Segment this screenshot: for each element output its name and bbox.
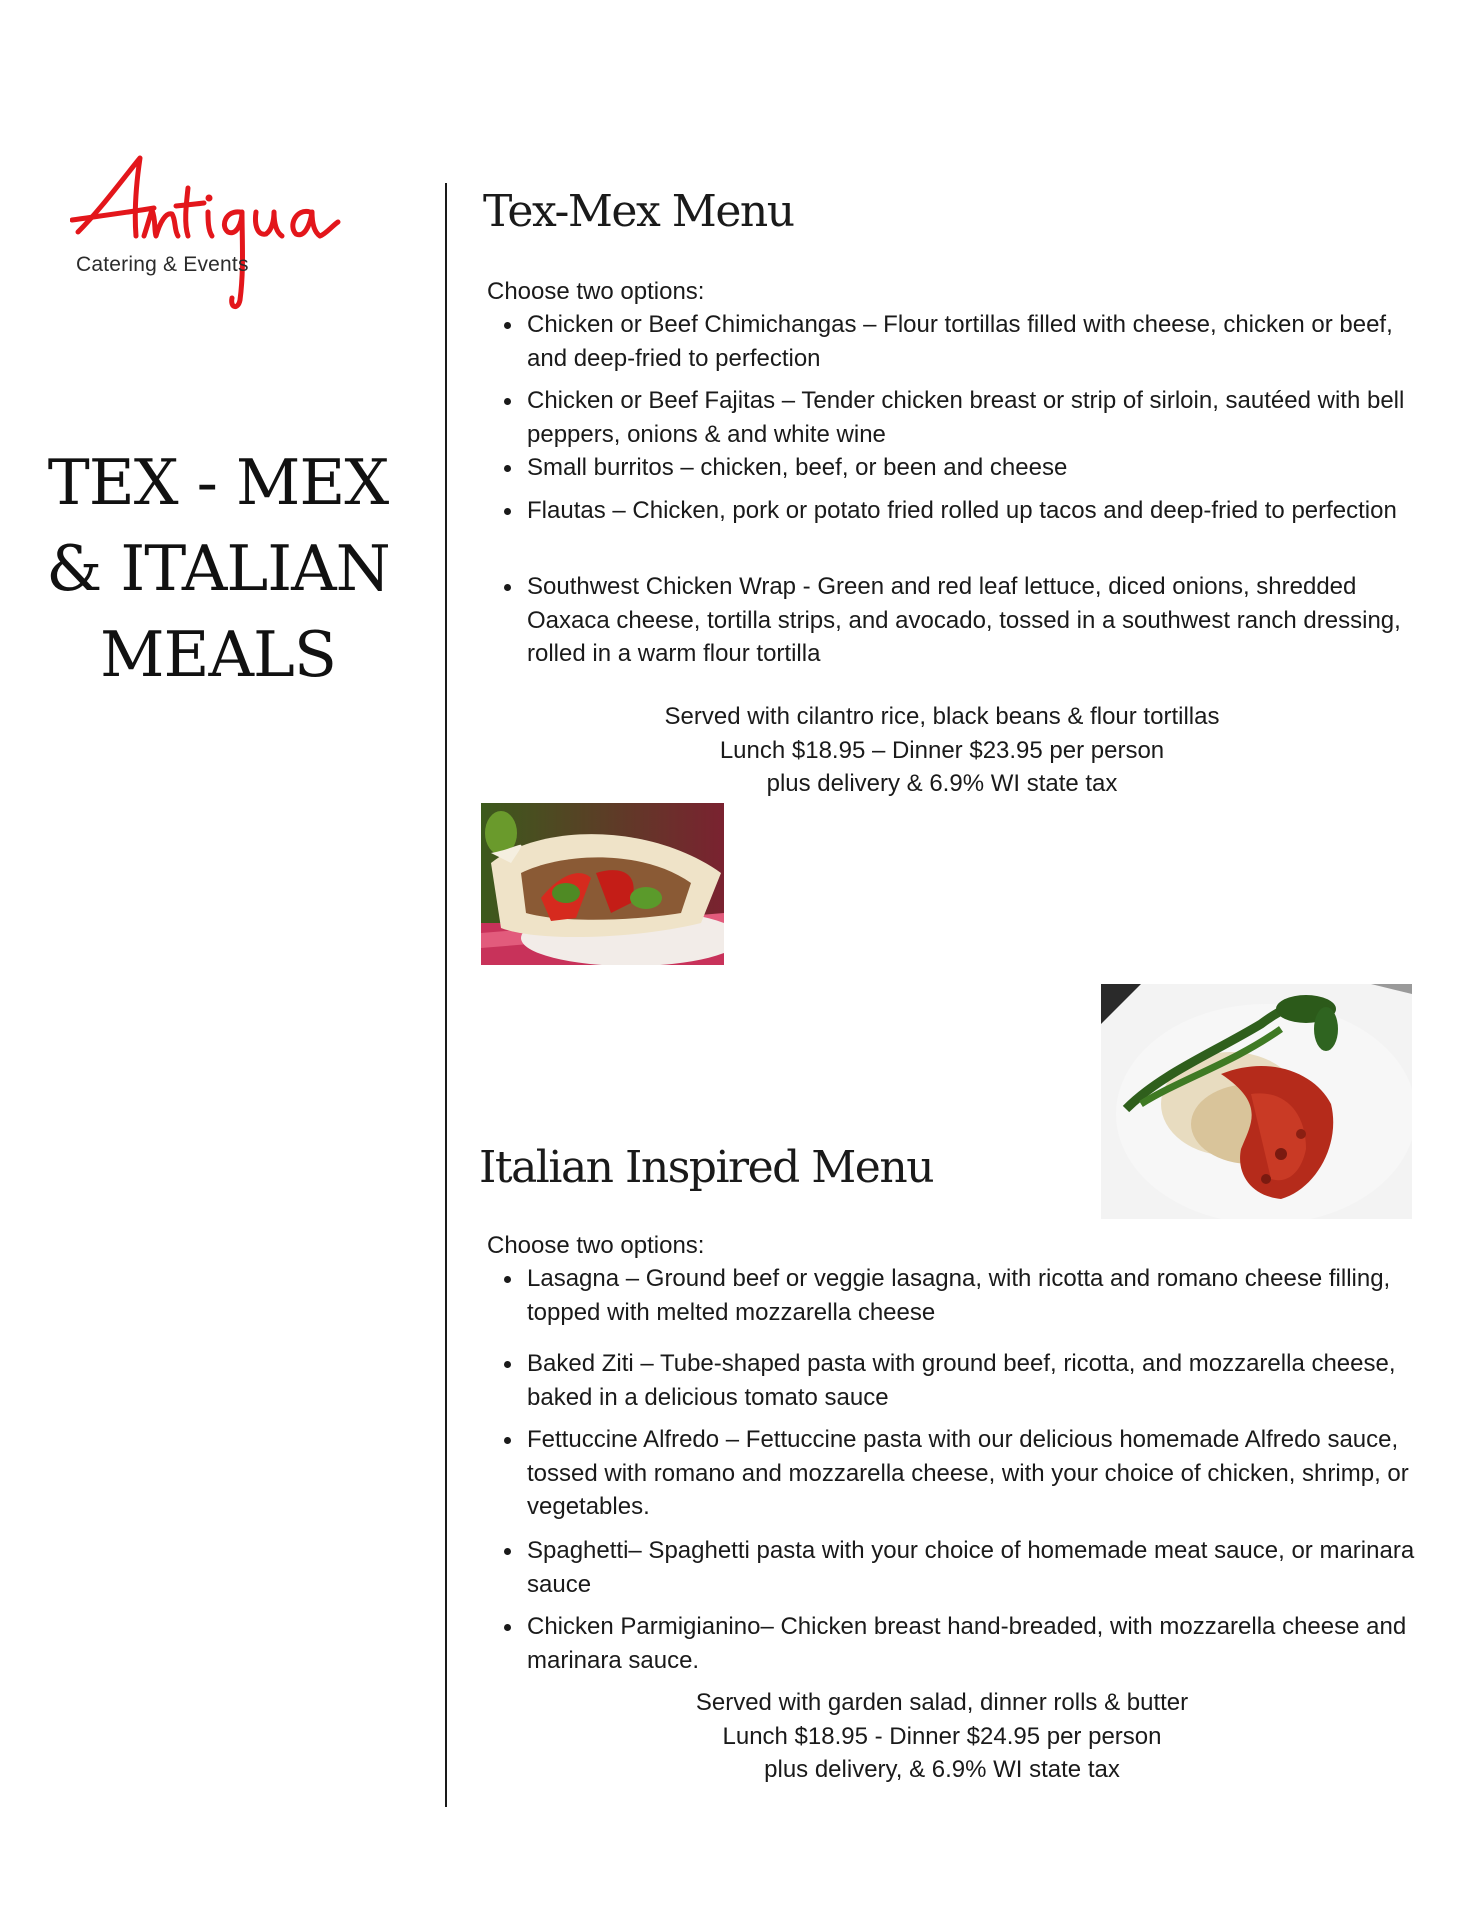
list-item [497, 1262, 1417, 1329]
italian-tax: plus delivery, & 6.9% WI state tax [764, 1756, 1120, 1783]
texmex-tax: plus delivery & 6.9% WI state tax [766, 770, 1118, 797]
list-item-text: Flautas – Chicken, pork or potato fried rolled up tacos and deep-fried to perfection [527, 497, 1397, 524]
list-item-text: Small burritos – chicken, beef, or been and cheese [527, 454, 1068, 481]
list-item-text: Chicken or Beef Chimichangas – Flour tortillas filled with cheese, chicken or beef, and deep-fried to perfection [527, 311, 1393, 372]
sidebar-title-line: MEALS [100, 618, 336, 691]
i-dot [206, 195, 213, 202]
sidebar-title [30, 440, 406, 698]
list-item-text: Lasagna – Ground beef or veggie lasagna, with ricotta and romano cheese filling, topped with melted mozzarella cheese [527, 1265, 1391, 1326]
list-item [497, 451, 1417, 485]
list-item [497, 494, 1417, 528]
sidebar-title-line: TEX - MEX [47, 446, 389, 519]
list-item [497, 1423, 1417, 1524]
italian-choose-label: Choose two options: [487, 1232, 705, 1259]
list-item [497, 570, 1417, 671]
sidebar-title-line: & ITALIAN [46, 532, 390, 605]
fajita-photo-graphic [481, 803, 724, 965]
list-item-text: Fettuccine Alfredo – Fettuccine pasta with our delicious homemade Alfredo sauce, tossed with romano and mozzarella cheese, with your choice of chicken, shrimp, or vegetables. [527, 1426, 1409, 1520]
italian-footer [487, 1686, 1397, 1787]
chicken-parm-photo-graphic [1101, 984, 1412, 1219]
list-item-text: Chicken Parmigianino– Chicken breast hand-breaded, with mozzarella cheese and marinara sauce. [527, 1613, 1407, 1674]
chicken-parm-photo [1101, 984, 1412, 1219]
antigua-script-logo-graphic [70, 150, 370, 325]
list-item-text: Chicken or Beef Fajitas – Tender chicken breast or strip of sirloin, sautéed with bell peppers, onions & and white wine [527, 387, 1405, 448]
list-item-text: Spaghetti– Spaghetti pasta with your choice of homemade meat sauce, or marinara sauce [527, 1537, 1415, 1598]
texmex-served: Served with cilantro rice, black beans & flour tortillas [664, 703, 1220, 730]
antigua-logo [70, 150, 370, 325]
list-item [497, 1347, 1417, 1414]
texmex-price: Lunch $18.95 – Dinner $23.95 per person [719, 736, 1165, 764]
texmex-choose-label: Choose two options: [487, 278, 705, 305]
italian-title: Italian Inspired Menu [479, 1142, 934, 1193]
list-item-text: Southwest Chicken Wrap - Green and red leaf lettuce, diced onions, shredded Oaxaca cheese, tortilla strips, and avocado, tossed in a southwest ranch dressing, rolled in a warm flour tortilla [527, 573, 1401, 667]
texmex-footer [487, 700, 1397, 801]
texmex-title: Tex-Mex Menu [483, 186, 794, 237]
italian-price: Lunch $18.95 - Dinner $24.95 per person [722, 1722, 1162, 1750]
list-item [497, 308, 1417, 375]
italian-served: Served with garden salad, dinner rolls & butter [695, 1689, 1189, 1716]
fajita-photo [481, 803, 724, 965]
list-item-text: Baked Ziti – Tube-shaped pasta with ground beef, ricotta, and mozzarella cheese, baked in a delicious tomato sauce [527, 1350, 1396, 1411]
logo-tagline: Catering & Events [76, 253, 249, 276]
vertical-divider [445, 183, 447, 1807]
list-item [497, 384, 1417, 451]
list-item [497, 1610, 1417, 1677]
list-item [497, 1534, 1417, 1601]
